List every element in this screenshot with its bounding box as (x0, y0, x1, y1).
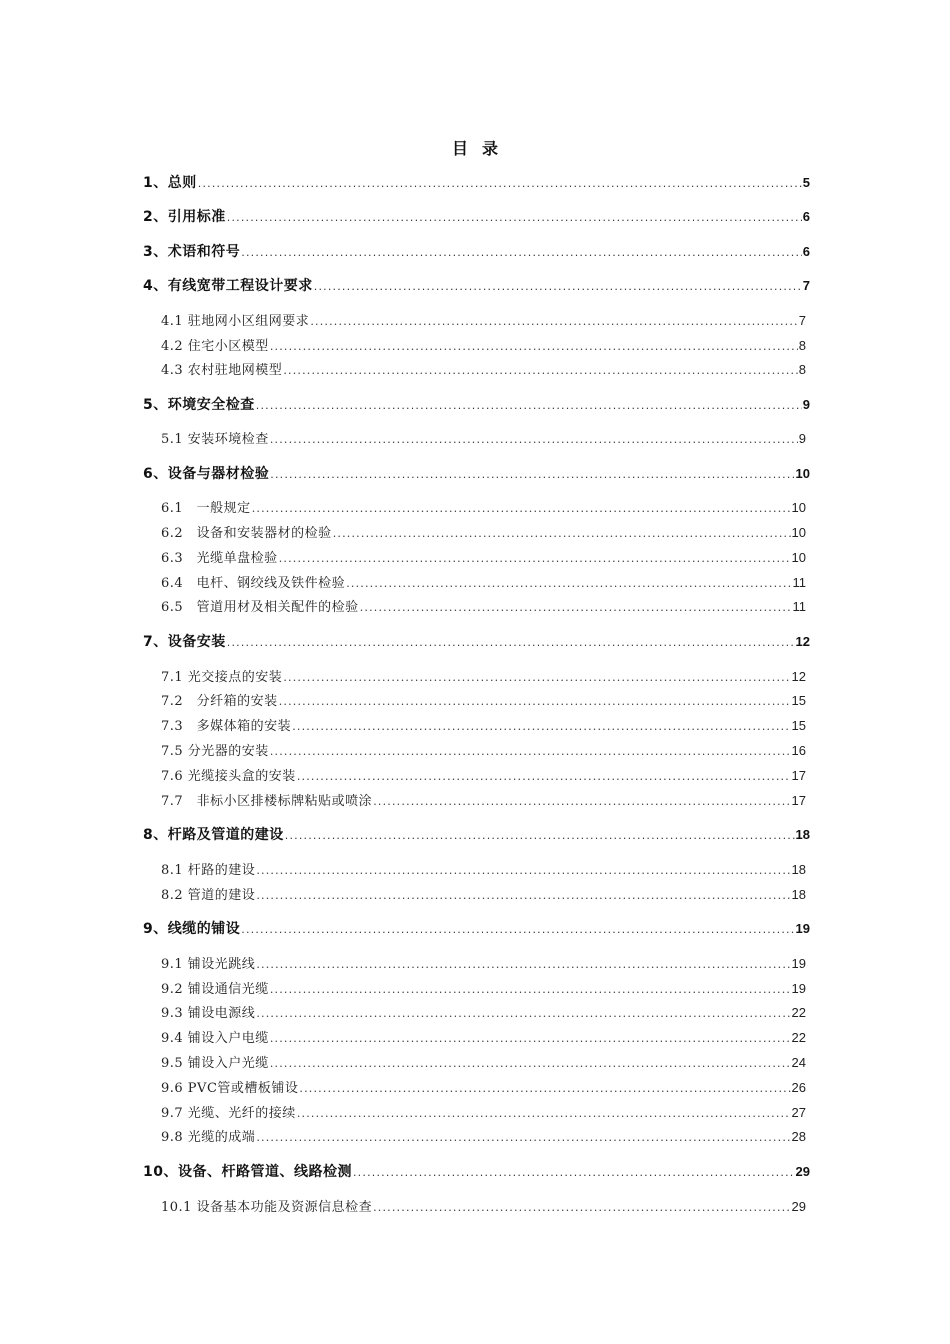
toc-section-entry[interactable] (161, 978, 806, 998)
toc-page-number: 26 (791, 1080, 806, 1095)
toc-section-entry[interactable] (161, 428, 806, 448)
toc-entry-label: 7.6 光缆接头盒的安装 (161, 769, 296, 784)
toc-leader-dots (292, 720, 790, 733)
toc-page-number: 12 (795, 634, 810, 649)
toc-entry-label: 1、总则 (143, 175, 197, 191)
toc-page-number: 19 (791, 956, 806, 971)
toc-entry-label: 8、杆路及管道的建设 (143, 827, 284, 843)
toc-entry-label: 10、设备、杆路管道、线路检测 (143, 1164, 352, 1180)
toc-section-entry[interactable] (161, 335, 806, 355)
toc-leader-dots (270, 340, 798, 353)
toc-entry-label: 7.3 多媒体箱的安装 (161, 719, 292, 734)
toc-leader-dots (353, 1166, 795, 1179)
toc-page-number: 5 (802, 175, 810, 190)
toc-entry-label: 6.5 管道用材及相关配件的检验 (161, 600, 359, 615)
toc-entry-label: 5、环境安全检查 (143, 397, 255, 413)
toc-entry-label: 9.6 PVC管或槽板铺设 (161, 1081, 299, 1096)
toc-entry-label: 3、术语和符号 (143, 244, 241, 260)
toc-leader-dots (256, 399, 802, 412)
toc-leader-dots (256, 864, 790, 877)
toc-leader-dots (333, 527, 791, 540)
toc-leader-dots (373, 1201, 790, 1214)
toc-leader-dots (297, 1107, 791, 1120)
toc-page-number: 10 (791, 500, 806, 515)
toc-page-number: 10 (791, 525, 806, 540)
toc-leader-dots (270, 1057, 791, 1070)
toc-section-entry[interactable] (161, 666, 806, 686)
toc-section-entry[interactable] (161, 1126, 806, 1146)
toc-chapter-entry[interactable] (143, 172, 810, 192)
toc-entry-label: 6.1 一般规定 (161, 501, 251, 516)
toc-section-entry[interactable] (161, 359, 806, 379)
toc-leader-dots (360, 601, 792, 614)
toc-chapter-entry[interactable] (143, 206, 810, 226)
toc-chapter-entry[interactable] (143, 275, 810, 295)
toc-section-entry[interactable] (161, 765, 806, 785)
toc-entry-label: 9、线缆的铺设 (143, 921, 241, 937)
toc-entry-label: 8.2 管道的建设 (161, 888, 256, 903)
toc-section-entry[interactable] (161, 859, 806, 879)
toc-section-entry[interactable] (161, 690, 806, 710)
toc-leader-dots (256, 958, 790, 971)
toc-entry-label: 7、设备安装 (143, 634, 226, 650)
toc-title-char: 录 (482, 139, 499, 158)
toc-page-number: 8 (798, 362, 806, 377)
toc-entry-label: 9.7 光缆、光纤的接续 (161, 1106, 296, 1121)
toc-section-entry[interactable] (161, 1052, 806, 1072)
toc-entry-label: 6.4 电杆、钢绞线及铁件检验 (161, 576, 346, 591)
toc-leader-dots (198, 177, 802, 190)
toc-leader-dots (314, 280, 802, 293)
toc-leader-dots (256, 1007, 790, 1020)
toc-entry-label: 8.1 杆路的建设 (161, 863, 256, 878)
toc-section-entry[interactable] (161, 310, 806, 330)
toc-leader-dots (270, 468, 794, 481)
toc-page-number: 18 (795, 827, 810, 842)
toc-entry-label: 7.7 非标小区排楼标牌粘贴或喷涂 (161, 794, 373, 809)
toc-entry-label: 9.4 铺设入户电缆 (161, 1031, 269, 1046)
toc-page-number: 12 (791, 669, 806, 684)
toc-page-number: 10 (795, 466, 810, 481)
toc-page-number: 6 (802, 209, 810, 224)
toc-chapter-entry[interactable] (143, 241, 810, 261)
toc-page-number: 9 (798, 431, 806, 446)
toc-section-entry[interactable] (161, 572, 806, 592)
toc-section-entry[interactable] (161, 497, 806, 517)
toc-entry-label: 6、设备与器材检验 (143, 466, 270, 482)
toc-section-entry[interactable] (161, 522, 806, 542)
toc-chapter-entry[interactable] (143, 394, 810, 414)
toc-leader-dots (283, 364, 797, 377)
toc-page-number: 24 (791, 1055, 806, 1070)
toc-page-number: 22 (791, 1030, 806, 1045)
toc-entry-label: 9.5 铺设入户光缆 (161, 1056, 269, 1071)
toc-leader-dots (256, 1131, 790, 1144)
toc-entry-label: 9.3 铺设电源线 (161, 1006, 256, 1021)
toc-leader-dots (279, 552, 791, 565)
toc-leader-dots (297, 770, 791, 783)
toc-leader-dots (252, 502, 791, 515)
toc-entry-label: 2、引用标准 (143, 209, 226, 225)
toc-leader-dots (283, 671, 790, 684)
toc-leader-dots (241, 923, 794, 936)
toc-chapter-entry[interactable] (143, 631, 810, 651)
toc-page-number: 29 (795, 1164, 810, 1179)
toc-section-entry[interactable] (161, 596, 806, 616)
toc-section-entry[interactable] (161, 740, 806, 760)
toc-entry-label: 10.1 设备基本功能及资源信息检查 (161, 1200, 373, 1215)
toc-chapter-entry[interactable] (143, 463, 810, 483)
toc-chapter-entry[interactable] (143, 824, 810, 844)
toc-page-number: 18 (791, 887, 806, 902)
toc-entry-label: 4.2 住宅小区模型 (161, 339, 269, 354)
toc-leader-dots (346, 577, 791, 590)
toc-section-entry[interactable] (161, 1102, 806, 1122)
toc-leader-dots (270, 1032, 791, 1045)
toc-page-number: 11 (792, 575, 806, 590)
toc-section-entry[interactable] (161, 884, 806, 904)
toc-page-number: 28 (791, 1129, 806, 1144)
toc-leader-dots (270, 983, 791, 996)
toc-page-number: 15 (791, 693, 806, 708)
toc-entry-label: 6.3 光缆单盘检验 (161, 551, 278, 566)
toc-page-number: 19 (795, 921, 810, 936)
toc-page-number: 16 (791, 743, 806, 758)
toc-entry-label: 6.2 设备和安装器材的检验 (161, 526, 332, 541)
toc-entry-label: 4.3 农村驻地网模型 (161, 363, 283, 378)
toc-chapter-entry[interactable] (143, 1161, 810, 1181)
toc-page-number: 8 (798, 338, 806, 353)
toc-section-entry[interactable] (161, 1027, 806, 1047)
toc-leader-dots (270, 433, 798, 446)
toc-section-entry[interactable] (161, 1196, 806, 1216)
toc-page-number: 17 (791, 793, 806, 808)
toc-leader-dots (279, 695, 791, 708)
toc-entry-label: 9.1 铺设光跳线 (161, 957, 256, 972)
toc-page-number: 7 (798, 313, 806, 328)
toc-leader-dots (285, 829, 795, 842)
toc-page-number: 17 (791, 768, 806, 783)
toc-leader-dots (256, 889, 790, 902)
toc-leader-dots (310, 315, 797, 328)
toc-leader-dots (227, 211, 802, 224)
toc-page-number: 9 (802, 397, 810, 412)
toc-section-entry[interactable] (161, 790, 806, 810)
toc-section-entry[interactable] (161, 1077, 806, 1097)
toc-page-number: 6 (802, 244, 810, 259)
toc-leader-dots (241, 246, 802, 259)
toc-leader-dots (270, 745, 791, 758)
toc-title-char: 目 (451, 139, 468, 158)
toc-leader-dots (227, 636, 795, 649)
toc-page-number: 22 (791, 1005, 806, 1020)
toc-entry-label: 9.2 铺设通信光缆 (161, 982, 269, 997)
toc-entry-label: 7.1 光交接点的安装 (161, 670, 283, 685)
toc-section-entry[interactable] (161, 1002, 806, 1022)
toc-page-number: 10 (791, 550, 806, 565)
toc-leader-dots (373, 795, 790, 808)
toc-entry-label: 4.1 驻地网小区组网要求 (161, 314, 310, 329)
toc-title (0, 136, 950, 159)
toc-section-entry[interactable] (161, 953, 806, 973)
toc-page-number: 19 (791, 981, 806, 996)
toc-chapter-entry[interactable] (143, 918, 810, 938)
toc-entry-label: 5.1 安装环境检查 (161, 432, 269, 447)
toc-page-number: 11 (792, 599, 806, 614)
toc-page-number: 29 (791, 1199, 806, 1214)
toc-page-number: 15 (791, 718, 806, 733)
toc-section-entry[interactable] (161, 547, 806, 567)
toc-entry-label: 7.5 分光器的安装 (161, 744, 269, 759)
toc-entry-label: 9.8 光缆的成端 (161, 1130, 256, 1145)
toc-page-number: 7 (802, 278, 810, 293)
toc-page-number: 27 (791, 1105, 806, 1120)
toc-entry-label: 7.2 分纤箱的安装 (161, 694, 278, 709)
toc-leader-dots (299, 1082, 790, 1095)
toc-entry-label: 4、有线宽带工程设计要求 (143, 278, 313, 294)
toc-section-entry[interactable] (161, 715, 806, 735)
toc-page-number: 18 (791, 862, 806, 877)
